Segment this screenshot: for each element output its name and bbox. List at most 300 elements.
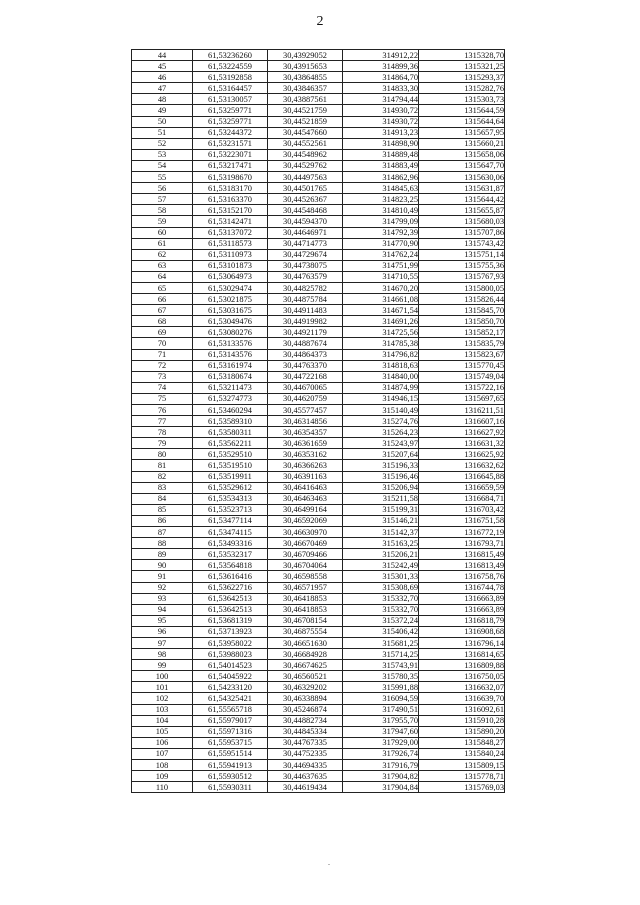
coord-y-cell: 1316659,59 xyxy=(419,482,505,493)
table-row xyxy=(132,571,505,582)
table-row xyxy=(132,649,505,660)
table-row xyxy=(132,338,505,349)
table-row xyxy=(132,593,505,604)
table-row xyxy=(132,94,505,105)
coord-x-cell: 314823,25 xyxy=(343,194,419,205)
coord-y-cell: 1316631,32 xyxy=(419,438,505,449)
coord-x-cell: 315780,35 xyxy=(343,671,419,682)
latitude-cell: 61,55953715 xyxy=(193,737,268,748)
coord-x-cell: 314661,08 xyxy=(343,294,419,305)
table-row xyxy=(132,438,505,449)
point-number-cell: 75 xyxy=(132,393,193,404)
latitude-cell: 61,53529510 xyxy=(193,449,268,460)
scan-artifact-dot xyxy=(328,864,330,865)
point-number-cell: 82 xyxy=(132,471,193,482)
latitude-cell: 61,53616416 xyxy=(193,571,268,582)
latitude-cell: 61,53529612 xyxy=(193,482,268,493)
longitude-cell: 30,44921179 xyxy=(268,327,343,338)
coord-y-cell: 1315644,59 xyxy=(419,105,505,116)
coord-x-cell: 314946,15 xyxy=(343,393,419,404)
table-row xyxy=(132,249,505,260)
longitude-cell: 30,45577457 xyxy=(268,405,343,416)
point-number-cell: 48 xyxy=(132,94,193,105)
table-row xyxy=(132,515,505,526)
point-number-cell: 89 xyxy=(132,549,193,560)
table-row xyxy=(132,427,505,438)
longitude-cell: 30,46630970 xyxy=(268,527,343,538)
coord-y-cell: 1315303,73 xyxy=(419,94,505,105)
coord-x-cell: 315308,69 xyxy=(343,582,419,593)
coordinates-table xyxy=(131,49,505,793)
coordinates-table-body xyxy=(132,50,505,793)
coord-y-cell: 1316632,62 xyxy=(419,460,505,471)
latitude-cell: 61,53130057 xyxy=(193,94,268,105)
latitude-cell: 61,53236260 xyxy=(193,50,268,61)
longitude-cell: 30,44763370 xyxy=(268,360,343,371)
coord-y-cell: 1316744,78 xyxy=(419,582,505,593)
coord-x-cell: 314785,38 xyxy=(343,338,419,349)
longitude-cell: 30,44919982 xyxy=(268,316,343,327)
coord-y-cell: 1315293,37 xyxy=(419,72,505,83)
point-number-cell: 52 xyxy=(132,138,193,149)
table-row xyxy=(132,138,505,149)
table-row xyxy=(132,493,505,504)
table-row xyxy=(132,460,505,471)
coord-x-cell: 314762,24 xyxy=(343,249,419,260)
coord-x-cell: 314883,49 xyxy=(343,160,419,171)
point-number-cell: 56 xyxy=(132,183,193,194)
coord-y-cell: 1315809,15 xyxy=(419,760,505,771)
point-number-cell: 101 xyxy=(132,682,193,693)
table-row xyxy=(132,227,505,238)
longitude-cell: 30,45246874 xyxy=(268,704,343,715)
point-number-cell: 54 xyxy=(132,160,193,171)
coord-x-cell: 314833,30 xyxy=(343,83,419,94)
longitude-cell: 30,44694335 xyxy=(268,760,343,771)
coord-y-cell: 1316627,92 xyxy=(419,427,505,438)
coord-x-cell: 315142,37 xyxy=(343,527,419,538)
coord-y-cell: 1315767,93 xyxy=(419,271,505,282)
longitude-cell: 30,44825782 xyxy=(268,282,343,293)
latitude-cell: 61,53029474 xyxy=(193,282,268,293)
coord-y-cell: 1315657,95 xyxy=(419,127,505,138)
table-row xyxy=(132,116,505,127)
latitude-cell: 61,53988023 xyxy=(193,649,268,660)
point-number-cell: 74 xyxy=(132,382,193,393)
coord-x-cell: 314899,36 xyxy=(343,61,419,72)
latitude-cell: 61,53217471 xyxy=(193,160,268,171)
coord-x-cell: 315301,33 xyxy=(343,571,419,582)
table-row xyxy=(132,715,505,726)
coord-x-cell: 314912,22 xyxy=(343,50,419,61)
longitude-cell: 30,46651630 xyxy=(268,637,343,648)
coord-y-cell: 1315680,03 xyxy=(419,216,505,227)
table-row xyxy=(132,737,505,748)
table-row xyxy=(132,382,505,393)
point-number-cell: 107 xyxy=(132,748,193,759)
longitude-cell: 30,46684928 xyxy=(268,649,343,660)
point-number-cell: 94 xyxy=(132,604,193,615)
coord-x-cell: 315681,25 xyxy=(343,637,419,648)
point-number-cell: 90 xyxy=(132,560,193,571)
latitude-cell: 61,53259771 xyxy=(193,105,268,116)
point-number-cell: 96 xyxy=(132,626,193,637)
coord-x-cell: 315211,58 xyxy=(343,493,419,504)
longitude-cell: 30,44887674 xyxy=(268,338,343,349)
table-row xyxy=(132,582,505,593)
table-row xyxy=(132,216,505,227)
latitude-cell: 61,53118573 xyxy=(193,238,268,249)
coord-y-cell: 1315282,76 xyxy=(419,83,505,94)
point-number-cell: 76 xyxy=(132,405,193,416)
table-row xyxy=(132,782,505,793)
latitude-cell: 61,53080276 xyxy=(193,327,268,338)
point-number-cell: 67 xyxy=(132,305,193,316)
coord-y-cell: 1316814,65 xyxy=(419,649,505,660)
coord-x-cell: 315242,49 xyxy=(343,560,419,571)
longitude-cell: 30,46354357 xyxy=(268,427,343,438)
coord-y-cell: 1316684,71 xyxy=(419,493,505,504)
longitude-cell: 30,44763579 xyxy=(268,271,343,282)
coord-x-cell: 315206,94 xyxy=(343,482,419,493)
latitude-cell: 61,53460294 xyxy=(193,405,268,416)
coord-y-cell: 1315707,86 xyxy=(419,227,505,238)
latitude-cell: 61,53133576 xyxy=(193,338,268,349)
table-row xyxy=(132,671,505,682)
coord-y-cell: 1316818,79 xyxy=(419,615,505,626)
point-number-cell: 81 xyxy=(132,460,193,471)
table-row xyxy=(132,149,505,160)
longitude-cell: 30,46708154 xyxy=(268,615,343,626)
latitude-cell: 61,53192858 xyxy=(193,72,268,83)
longitude-cell: 30,43929052 xyxy=(268,50,343,61)
longitude-cell: 30,46463463 xyxy=(268,493,343,504)
latitude-cell: 61,53259771 xyxy=(193,116,268,127)
point-number-cell: 108 xyxy=(132,760,193,771)
latitude-cell: 61,53564818 xyxy=(193,560,268,571)
point-number-cell: 73 xyxy=(132,371,193,382)
coord-y-cell: 1315823,67 xyxy=(419,349,505,360)
coord-y-cell: 1315328,70 xyxy=(419,50,505,61)
table-row xyxy=(132,405,505,416)
latitude-cell: 61,53064973 xyxy=(193,271,268,282)
longitude-cell: 30,43887561 xyxy=(268,94,343,105)
table-row xyxy=(132,105,505,116)
longitude-cell: 30,46329202 xyxy=(268,682,343,693)
longitude-cell: 30,44637635 xyxy=(268,771,343,782)
point-number-cell: 58 xyxy=(132,205,193,216)
longitude-cell: 30,46418853 xyxy=(268,604,343,615)
point-number-cell: 99 xyxy=(132,660,193,671)
coord-x-cell: 317955,70 xyxy=(343,715,419,726)
point-number-cell: 104 xyxy=(132,715,193,726)
table-row xyxy=(132,604,505,615)
longitude-cell: 30,44552561 xyxy=(268,138,343,149)
point-number-cell: 61 xyxy=(132,238,193,249)
point-number-cell: 83 xyxy=(132,482,193,493)
point-number-cell: 85 xyxy=(132,504,193,515)
latitude-cell: 61,53223071 xyxy=(193,149,268,160)
coord-y-cell: 1315850,70 xyxy=(419,316,505,327)
latitude-cell: 61,53562211 xyxy=(193,438,268,449)
coord-y-cell: 1316813,49 xyxy=(419,560,505,571)
point-number-cell: 68 xyxy=(132,316,193,327)
table-row xyxy=(132,260,505,271)
table-row xyxy=(132,748,505,759)
point-number-cell: 44 xyxy=(132,50,193,61)
latitude-cell: 61,53163370 xyxy=(193,194,268,205)
coord-x-cell: 314751,99 xyxy=(343,260,419,271)
latitude-cell: 61,53589310 xyxy=(193,416,268,427)
coord-x-cell: 314889,48 xyxy=(343,149,419,160)
coord-x-cell: 314930,72 xyxy=(343,116,419,127)
table-row xyxy=(132,160,505,171)
coord-x-cell: 314671,54 xyxy=(343,305,419,316)
point-number-cell: 46 xyxy=(132,72,193,83)
longitude-cell: 30,44752335 xyxy=(268,748,343,759)
latitude-cell: 61,53143576 xyxy=(193,349,268,360)
coord-y-cell: 1315631,87 xyxy=(419,183,505,194)
table-row xyxy=(132,294,505,305)
latitude-cell: 61,53224559 xyxy=(193,61,268,72)
point-number-cell: 66 xyxy=(132,294,193,305)
coord-y-cell: 1315321,25 xyxy=(419,61,505,72)
coord-y-cell: 1316772,19 xyxy=(419,527,505,538)
table-row xyxy=(132,704,505,715)
longitude-cell: 30,46598558 xyxy=(268,571,343,582)
latitude-cell: 61,53180674 xyxy=(193,371,268,382)
longitude-cell: 30,44714773 xyxy=(268,238,343,249)
point-number-cell: 53 xyxy=(132,149,193,160)
coord-x-cell: 314799,09 xyxy=(343,216,419,227)
coord-y-cell: 1315658,06 xyxy=(419,149,505,160)
coord-x-cell: 317904,84 xyxy=(343,782,419,793)
coord-x-cell: 315196,33 xyxy=(343,460,419,471)
point-number-cell: 65 xyxy=(132,282,193,293)
point-number-cell: 45 xyxy=(132,61,193,72)
point-number-cell: 86 xyxy=(132,515,193,526)
coord-y-cell: 1316815,49 xyxy=(419,549,505,560)
coord-y-cell: 1316796,14 xyxy=(419,637,505,648)
table-row xyxy=(132,127,505,138)
coord-y-cell: 1316663,89 xyxy=(419,593,505,604)
table-row xyxy=(132,349,505,360)
table-row xyxy=(132,282,505,293)
coord-x-cell: 315163,25 xyxy=(343,538,419,549)
coord-y-cell: 1316092,61 xyxy=(419,704,505,715)
longitude-cell: 30,44497563 xyxy=(268,172,343,183)
point-number-cell: 110 xyxy=(132,782,193,793)
latitude-cell: 61,54045922 xyxy=(193,671,268,682)
longitude-cell: 30,46391163 xyxy=(268,471,343,482)
coord-y-cell: 1315751,14 xyxy=(419,249,505,260)
longitude-cell: 30,46416463 xyxy=(268,482,343,493)
longitude-cell: 30,44722168 xyxy=(268,371,343,382)
latitude-cell: 61,53101873 xyxy=(193,260,268,271)
point-number-cell: 69 xyxy=(132,327,193,338)
latitude-cell: 61,54014523 xyxy=(193,660,268,671)
point-number-cell: 47 xyxy=(132,83,193,94)
coord-x-cell: 317916,79 xyxy=(343,760,419,771)
longitude-cell: 30,44911483 xyxy=(268,305,343,316)
table-row xyxy=(132,271,505,282)
table-row xyxy=(132,549,505,560)
point-number-cell: 79 xyxy=(132,438,193,449)
coord-x-cell: 315207,64 xyxy=(343,449,419,460)
longitude-cell: 30,46709466 xyxy=(268,549,343,560)
latitude-cell: 61,53152170 xyxy=(193,205,268,216)
table-row xyxy=(132,660,505,671)
coord-x-cell: 314796,82 xyxy=(343,349,419,360)
longitude-cell: 30,46366263 xyxy=(268,460,343,471)
latitude-cell: 61,53642513 xyxy=(193,604,268,615)
point-number-cell: 102 xyxy=(132,693,193,704)
point-number-cell: 78 xyxy=(132,427,193,438)
coord-x-cell: 316094,59 xyxy=(343,693,419,704)
longitude-cell: 30,44767335 xyxy=(268,737,343,748)
coord-y-cell: 1316645,88 xyxy=(419,471,505,482)
longitude-cell: 30,46418853 xyxy=(268,593,343,604)
coord-y-cell: 1315743,42 xyxy=(419,238,505,249)
latitude-cell: 61,53477114 xyxy=(193,515,268,526)
table-row xyxy=(132,615,505,626)
point-number-cell: 98 xyxy=(132,649,193,660)
point-number-cell: 88 xyxy=(132,538,193,549)
latitude-cell: 61,53532317 xyxy=(193,549,268,560)
coord-x-cell: 315274,76 xyxy=(343,416,419,427)
longitude-cell: 30,44882734 xyxy=(268,715,343,726)
coord-x-cell: 314810,49 xyxy=(343,205,419,216)
coord-y-cell: 1315770,45 xyxy=(419,360,505,371)
coord-x-cell: 314845,63 xyxy=(343,183,419,194)
latitude-cell: 61,53622716 xyxy=(193,582,268,593)
point-number-cell: 92 xyxy=(132,582,193,593)
longitude-cell: 30,44548468 xyxy=(268,205,343,216)
table-row xyxy=(132,626,505,637)
longitude-cell: 30,44646971 xyxy=(268,227,343,238)
table-row xyxy=(132,560,505,571)
point-number-cell: 64 xyxy=(132,271,193,282)
point-number-cell: 97 xyxy=(132,637,193,648)
coord-y-cell: 1316750,05 xyxy=(419,671,505,682)
longitude-cell: 30,44526367 xyxy=(268,194,343,205)
point-number-cell: 93 xyxy=(132,593,193,604)
point-number-cell: 70 xyxy=(132,338,193,349)
coord-x-cell: 315146,21 xyxy=(343,515,419,526)
point-number-cell: 71 xyxy=(132,349,193,360)
coord-x-cell: 314840,00 xyxy=(343,371,419,382)
coord-y-cell: 1316908,68 xyxy=(419,626,505,637)
coord-x-cell: 314691,26 xyxy=(343,316,419,327)
longitude-cell: 30,44864373 xyxy=(268,349,343,360)
coord-y-cell: 1315749,04 xyxy=(419,371,505,382)
table-row xyxy=(132,316,505,327)
table-row xyxy=(132,726,505,737)
point-number-cell: 72 xyxy=(132,360,193,371)
latitude-cell: 61,53231571 xyxy=(193,138,268,149)
coord-y-cell: 1315778,71 xyxy=(419,771,505,782)
longitude-cell: 30,44548962 xyxy=(268,149,343,160)
coord-x-cell: 314898,90 xyxy=(343,138,419,149)
table-row xyxy=(132,682,505,693)
coord-x-cell: 314710,55 xyxy=(343,271,419,282)
coord-y-cell: 1315890,20 xyxy=(419,726,505,737)
table-row xyxy=(132,72,505,83)
coord-x-cell: 315140,49 xyxy=(343,405,419,416)
coord-y-cell: 1315647,70 xyxy=(419,160,505,171)
coord-x-cell: 317904,82 xyxy=(343,771,419,782)
latitude-cell: 61,53534313 xyxy=(193,493,268,504)
coord-y-cell: 1315848,27 xyxy=(419,737,505,748)
longitude-cell: 30,43915653 xyxy=(268,61,343,72)
coord-x-cell: 315743,91 xyxy=(343,660,419,671)
latitude-cell: 61,53211473 xyxy=(193,382,268,393)
longitude-cell: 30,46670469 xyxy=(268,538,343,549)
point-number-cell: 100 xyxy=(132,671,193,682)
table-row xyxy=(132,393,505,404)
latitude-cell: 61,55930512 xyxy=(193,771,268,782)
coord-y-cell: 1316751,58 xyxy=(419,515,505,526)
point-number-cell: 55 xyxy=(132,172,193,183)
latitude-cell: 61,53244372 xyxy=(193,127,268,138)
coord-y-cell: 1315660,21 xyxy=(419,138,505,149)
longitude-cell: 30,44729674 xyxy=(268,249,343,260)
coord-y-cell: 1315697,65 xyxy=(419,393,505,404)
point-number-cell: 63 xyxy=(132,260,193,271)
table-row xyxy=(132,771,505,782)
longitude-cell: 30,44845334 xyxy=(268,726,343,737)
latitude-cell: 61,53519911 xyxy=(193,471,268,482)
coord-x-cell: 317926,74 xyxy=(343,748,419,759)
latitude-cell: 61,55565718 xyxy=(193,704,268,715)
longitude-cell: 30,46571957 xyxy=(268,582,343,593)
coord-y-cell: 1316663,89 xyxy=(419,604,505,615)
longitude-cell: 30,44670065 xyxy=(268,382,343,393)
longitude-cell: 30,43864855 xyxy=(268,72,343,83)
latitude-cell: 61,53642513 xyxy=(193,593,268,604)
table-row xyxy=(132,194,505,205)
coord-x-cell: 317929,00 xyxy=(343,737,419,748)
coord-y-cell: 1315630,06 xyxy=(419,172,505,183)
table-row xyxy=(132,50,505,61)
table-row xyxy=(132,471,505,482)
coord-y-cell: 1315644,64 xyxy=(419,116,505,127)
point-number-cell: 91 xyxy=(132,571,193,582)
table-row xyxy=(132,205,505,216)
latitude-cell: 61,53493316 xyxy=(193,538,268,549)
longitude-cell: 30,44547660 xyxy=(268,127,343,138)
coord-x-cell: 314725,56 xyxy=(343,327,419,338)
longitude-cell: 30,44875784 xyxy=(268,294,343,305)
table-row xyxy=(132,61,505,72)
coord-y-cell: 1315852,17 xyxy=(419,327,505,338)
table-row xyxy=(132,527,505,538)
table-row xyxy=(132,172,505,183)
longitude-cell: 30,46499164 xyxy=(268,504,343,515)
coord-x-cell: 315243,97 xyxy=(343,438,419,449)
longitude-cell: 30,44521759 xyxy=(268,105,343,116)
coord-x-cell: 314670,20 xyxy=(343,282,419,293)
coord-y-cell: 1316625,92 xyxy=(419,449,505,460)
coord-y-cell: 1315840,24 xyxy=(419,748,505,759)
longitude-cell: 30,46592069 xyxy=(268,515,343,526)
longitude-cell: 30,44501765 xyxy=(268,183,343,194)
coord-x-cell: 315264,23 xyxy=(343,427,419,438)
coord-x-cell: 314794,44 xyxy=(343,94,419,105)
coord-y-cell: 1315644,42 xyxy=(419,194,505,205)
point-number-cell: 87 xyxy=(132,527,193,538)
point-number-cell: 57 xyxy=(132,194,193,205)
